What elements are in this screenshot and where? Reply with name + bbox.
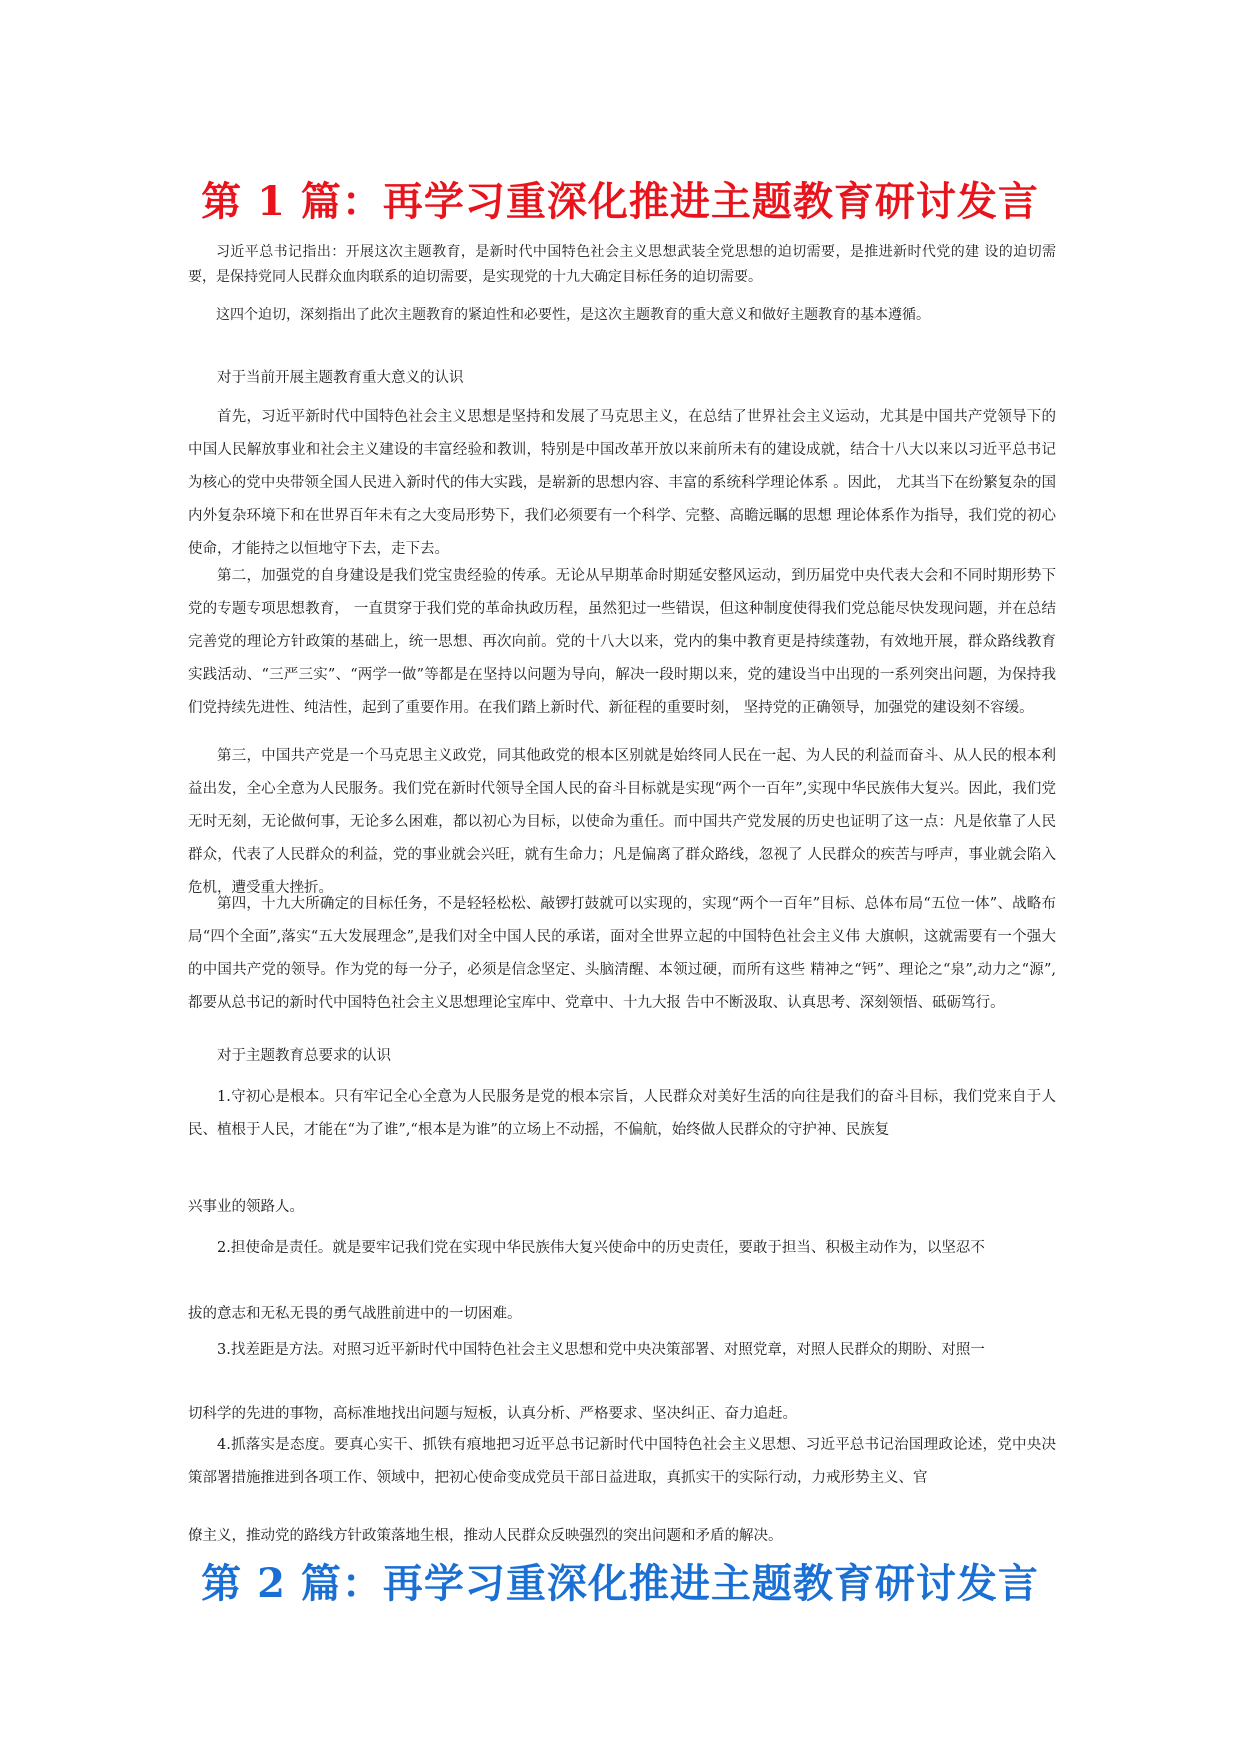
section-heading-requirements: 对于主题教育总要求的认识 bbox=[217, 1048, 391, 1064]
paragraph-second: 第二，加强党的自身建设是我们党宝贵经验的传承。无论从早期革命时期延安整风运动，到历届党中央代表大会和不同时期形势下党的专题专项思想教育， 一直贯穿于我们党的革命执政历程，虽然犯过一些错误，但这种制度使得我们党总能尽快发现问题，并在总结完善党的理论方针政策的基础上，统一思想、再次向前。党的十八大以来，党内的集中教育更是持续蓬勃，有效地开展，群众路线教育实践活动、“三严三实”、“两学一做”等都是在坚持以问题为导向，解决一段时期以来，党的建设当中出现的一系列突出问题，为保持我们党持续先进性、纯洁性，起到了重要作用。在我们踏上新时代、新征程的重要时刻， 坚持党的正确领导，加强党的建设刻不容缓。 bbox=[188, 568, 1056, 716]
paragraph-first: 首先，习近平新时代中国特色社会主义思想是坚持和发展了马克思主义，在总结了世界社会主义运动，尤其是中国共产党领导下的中国人民解放事业和社会主义建设的丰富经验和教训，特别是中国改革开放以来前所未有的建设成就，结合十八大以来以习近平总书记为核心的党中央带领全国人民进入新时代的伟大实践，是崭新的思想内容、丰富的系统科学理论体系 。因此， 尤其当下在纷繁复杂的国内外复杂环境下和在世界百年未有之大变局形势下，我们必须要有一个科学、完整、高瞻远瞩的思想 理论体系作为指导，我们党的初心使命，才能持之以恒地守下去，走下去。 bbox=[188, 409, 1056, 557]
list-item-1-continued: 兴事业的领路人。 bbox=[188, 1199, 304, 1215]
list-item-4: 4.抓落实是态度。要真心实干、抓铁有痕地把习近平总书记新时代中国特色社会主义思想、习近平总书记治国理政论述，党中央决策部署措施推进到各项工作、领域中，把初心使命变成党员干部日益进取，真抓实干的实际行动，力戒形势主义、官 bbox=[188, 1437, 1056, 1486]
paragraph-third: 第三，中国共产党是一个马克思主义政党，同其他政党的根本区别就是始终同人民在一起、为人民的利益而奋斗、从人民的根本利益出发，全心全意为人民服务。我们党在新时代领导全国人民的奋斗目标就是实现“两个一百年”,实现中华民族伟大复兴。因此，我们党无时无刻，无论做何事，无论多么困难，都以初心为目标，以使命为重任。而中国共产党发展的历史也证明了这一点：凡是依靠了人民群众，代表了人民群众的利益，党的事业就会兴旺，就有生命力；凡是偏离了群众路线，忽视了 人民群众的疾苦与呼声，事业就会陷入危机，遭受重大挫折。 bbox=[188, 748, 1056, 896]
intro-paragraph-2: 这四个迫切，深刻指出了此次主题教育的紧迫性和必要性，是这次主题教育的重大意义和做好主题教育的基本遵循。 bbox=[216, 307, 930, 323]
list-item-2: 2.担使命是责任。就是要牢记我们党在实现中华民族伟大复兴使命中的历史责任，要敢于担当、积极主动作为，以坚忍不 bbox=[217, 1240, 985, 1256]
list-item-1: 1.守初心是根本。只有牢记全心全意为人民服务是党的根本宗旨，人民群众对美好生活的向往是我们的奋斗目标，我们党来自于人民、植根于人民，才能在“为了谁”,“根本是为谁”的立场上不动摇，不偏航，始终做人民群众的守护神、民族复 bbox=[188, 1089, 1056, 1138]
section-heading-significance: 对于当前开展主题教育重大意义的认识 bbox=[217, 370, 464, 386]
list-item-3: 3.找差距是方法。对照习近平新时代中国特色社会主义思想和党中央决策部署、对照党章，对照人民群众的期盼、对照一 bbox=[217, 1342, 985, 1358]
paragraph-fourth: 第四，十九大所确定的目标任务，不是轻轻松松、敲锣打鼓就可以实现的，实现“两个一百年”目标、总体布局“五位一体”、战略布局“四个全面”,落实“五大发展理念”,是我们对全中国人民的承诺，面对全世界立起的中国特色社会主义伟 大旗帜，这就需要有一个强大的中国共产党的领导。作为党的每一分子，必须是信念坚定、头脑清醒、本领过硬，而所有这些 精神之“钙”、理论之“泉”,动力之“源”,都要从总书记的新时代中国特色社会主义思想理论宝库中、党章中、十九大报 告中不断汲取、认真思考、深刻领悟、砥砺笃行。 bbox=[188, 896, 1056, 1011]
document-title-2: 第 2 篇：再学习重深化推进主题教育研讨发言 bbox=[201, 1560, 1039, 1607]
list-item-4-continued: 僚主义，推动党的路线方针政策落地生根，推动人民群众反映强烈的突出问题和矛盾的解决。 bbox=[188, 1528, 783, 1544]
document-title-1: 第 1 篇：再学习重深化推进主题教育研讨发言 bbox=[201, 178, 1039, 225]
list-item-2-continued: 拔的意志和无私无畏的勇气战胜前进中的一切困难。 bbox=[188, 1306, 522, 1322]
intro-paragraph-1: 习近平总书记指出：开展这次主题教育，是新时代中国特色社会主义思想武装全党思想的迫切需要，是推进新时代党的建 设的迫切需要，是保持党同人民群众血肉联系的迫切需要，是实现党的十九大确定目标任务的迫切需要。 bbox=[188, 244, 1056, 285]
list-item-3-continued: 切科学的先进的事物，高标准地找出问题与短板，认真分析、严格要求、坚决纠正、奋力追赶。 bbox=[188, 1406, 797, 1422]
